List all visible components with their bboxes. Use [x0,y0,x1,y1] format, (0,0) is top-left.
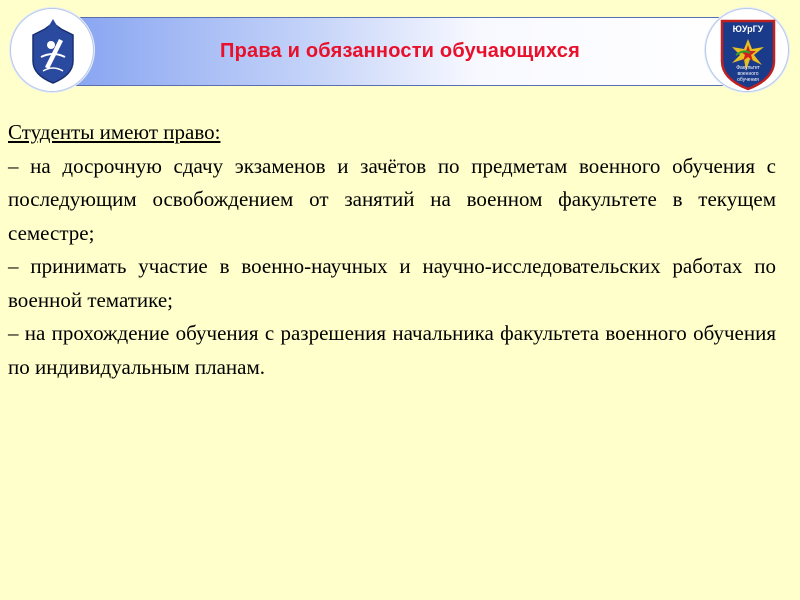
university-emblem-icon [11,9,95,93]
faculty-logo-line: Факультет [736,65,760,71]
faculty-logo-line: обучения [737,77,759,83]
university-logo [10,8,94,92]
faculty-logo [705,8,789,92]
faculty-logo-top-text: ЮУрГУ [732,24,764,34]
military-faculty-emblem-icon [706,9,790,93]
content-body [8,116,776,384]
rights-item: – на прохождение обучения с разрешения начальника факультета военного обучения по индивидуальным планам. [8,321,776,379]
page-title: Права и обязанности обучающихся [220,40,580,62]
rights-item: – принимать участие в военно-научных и научно-исследовательских работах по военной тематике; [8,254,776,312]
rights-item: – на досрочную сдачу экзаменов и зачётов по предметам военного обучения с последующим освобождением от занятий на военном факультете в текущем семестре; [8,153,776,245]
faculty-logo-line: военного [737,71,759,77]
rights-heading: Студенты имеют право: [8,120,221,144]
